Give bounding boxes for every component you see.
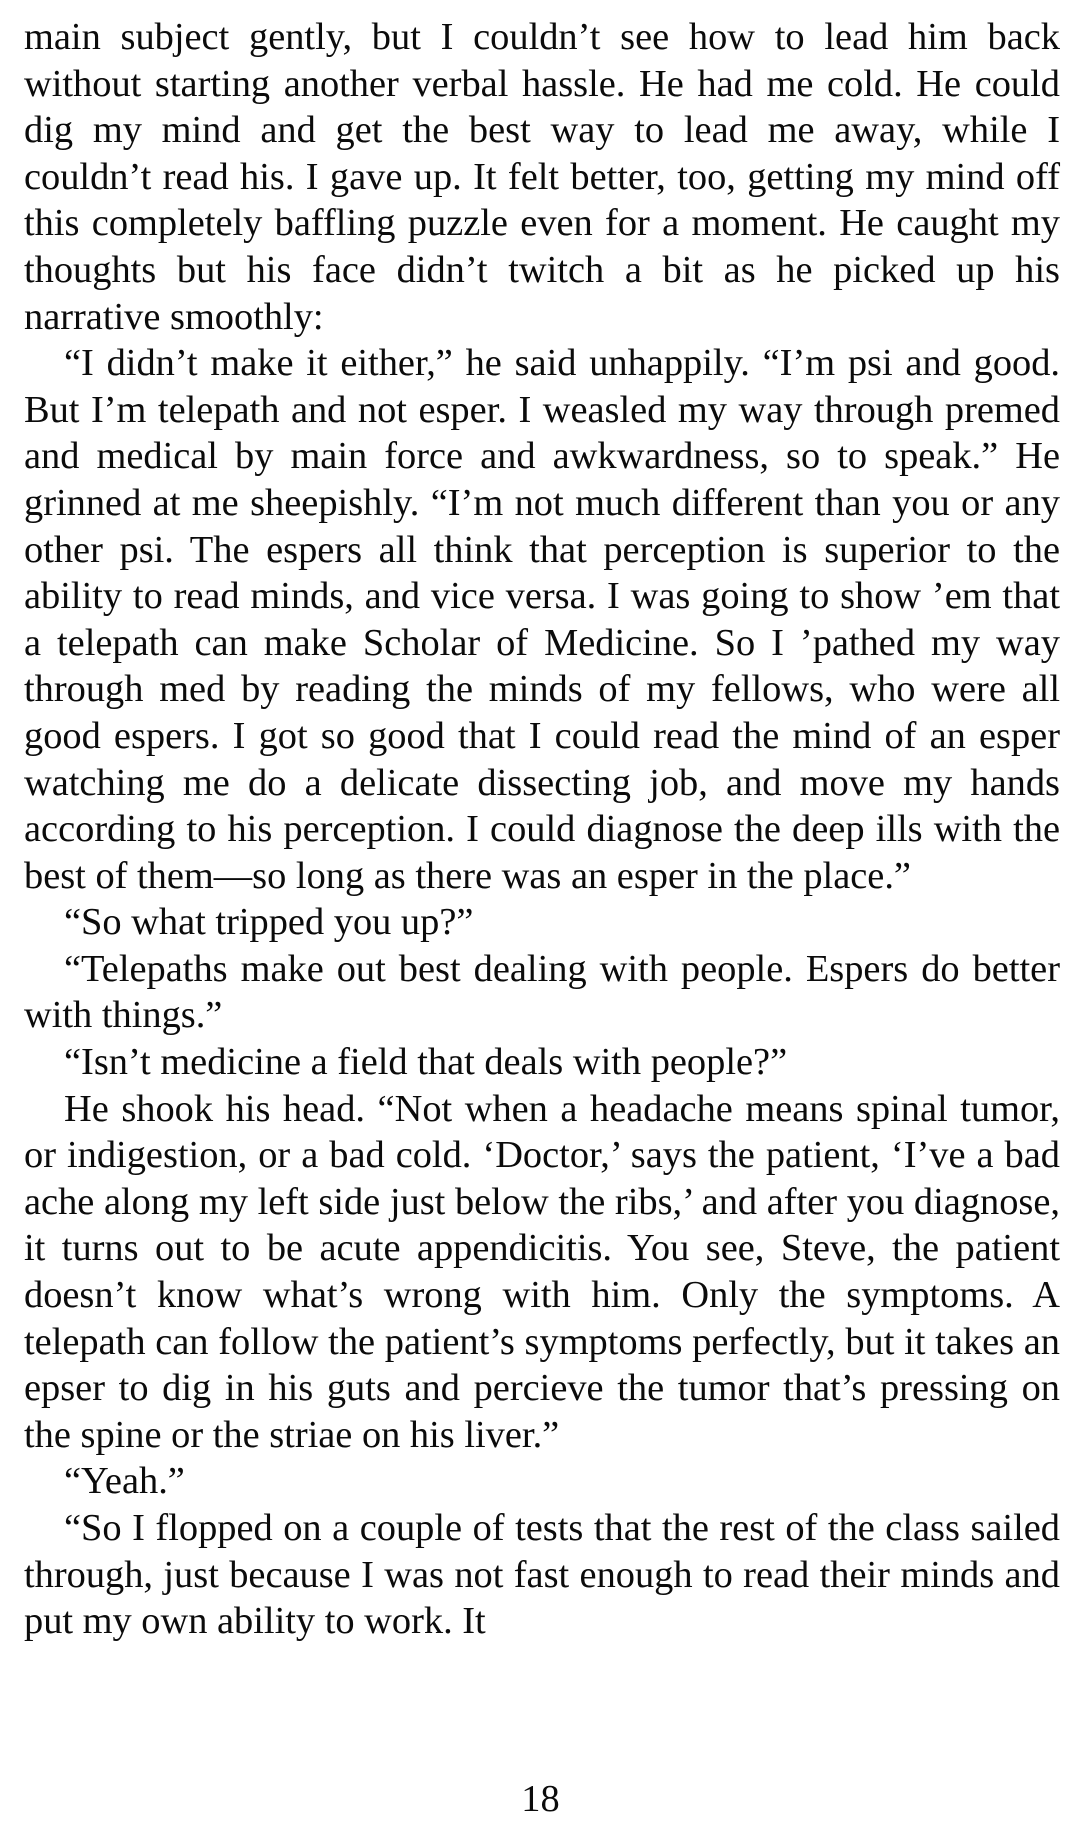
paragraph-4: “Telepaths make out best dealing with people. Espers do better with things.” [24, 947, 1060, 1037]
book-page-text [24, 14, 1060, 1645]
paragraph-3: “So what tripped you up?” [64, 901, 474, 944]
paragraph-8: “So I flopped on a couple of tests that the rest of the class sailed through, just because I was not fast enough to read their minds and put my own ability to work. It [24, 1507, 1060, 1643]
page-number: 18 [521, 1778, 560, 1820]
paragraph-2: “I didn’t make it either,” he said unhappily. “I’m psi and good. But I’m telepath and not esper. I weasled my way through premed and medical by main force and awkwardness, so to speak.” He grinned at me sheepishly. “I’m not much different than you or any other psi. The espers all think that perception is superior to the ability to read minds, and vice versa. I was going to show ’em that a telepath can make Scholar of Medicine. So I ’pathed my way through med by reading the minds of my fellows, who were all good espers. I got so good that I could read the mind of an esper watching me do a delicate dissecting job, and move my hands according to his perception. I could diagnose the deep ills with the best of them—so long as there was an esper in the place.” [24, 342, 1060, 897]
paragraph-1: main subject gently, but I couldn’t see how to lead him back without starting another verbal hassle. He had me cold. He could dig my mind and get the best way to lead me away, while I couldn’t read his. I gave up. It felt better, too, getting my mind off this completely baffling puzzle even for a moment. He caught my thoughts but his face didn’t twitch a bit as he picked up his narrative smoothly: [24, 16, 1060, 338]
paragraph-6: He shook his head. “Not when a headache means spinal tumor, or indigestion, or a bad cold. ‘Doctor,’ says the patient, ‘I’ve a bad ache along my left side just below the ribs,’ and after you diagnose, it turns out to be acute appendicitis. You see, Steve, the patient doesn’t know what’s wrong with him. Only the symptoms. A telepath can follow the patient’s symptoms perfectly, but it takes an epser to dig in his guts and percieve the tumor that’s pressing on the spine or the striae on his liver.” [24, 1087, 1060, 1456]
paragraph-7: “Yeah.” [64, 1460, 185, 1503]
paragraph-5: “Isn’t medicine a field that deals with people?” [64, 1041, 788, 1084]
